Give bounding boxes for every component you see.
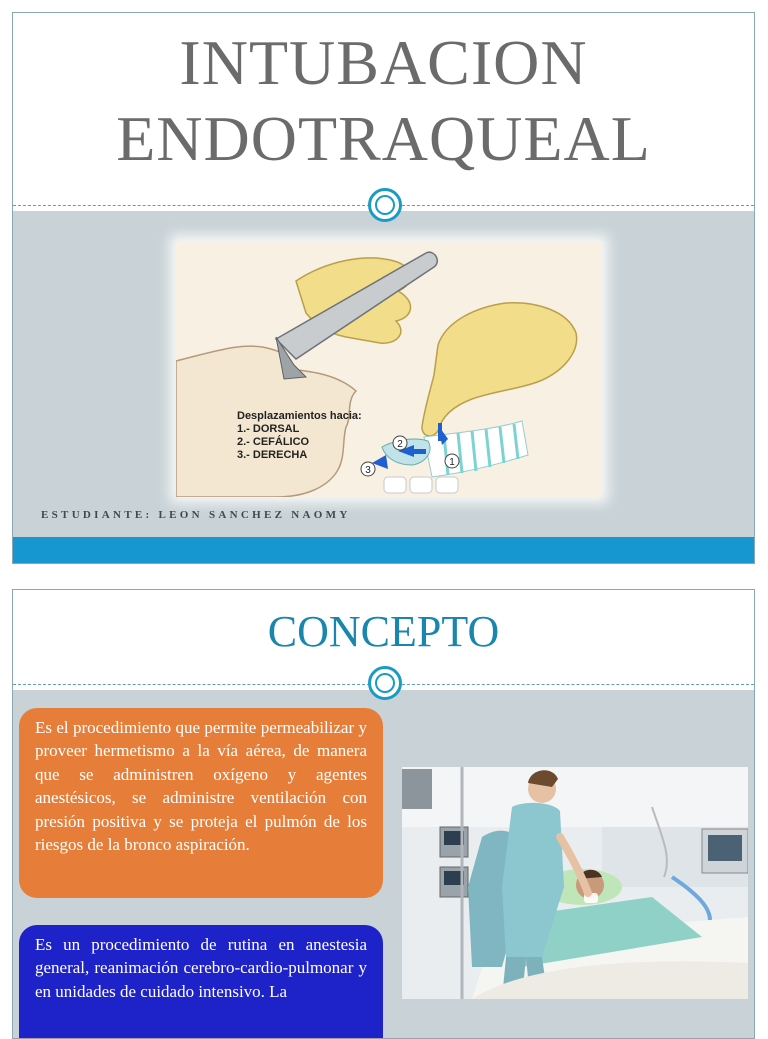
title-line-2: ENDOTRAQUEAL [116,103,651,174]
intubation-drawing [176,241,602,497]
section-title: CONCEPTO [267,607,500,656]
circle-ornament-icon [368,188,402,222]
icu-photo-drawing [402,767,748,999]
illustration-heading: Desplazamientos hacia: [237,410,362,422]
title-area [13,13,754,205]
slide-title [12,12,755,564]
concept-paragraph-2: Es un procedimiento de rutina en anestesia general, reanimación cerebro-cardio-pulmonar y en unidades de cuidado intensivo. La [19,925,383,1039]
marker-3: 3 [365,465,371,476]
page-title [13,25,754,177]
title-line-1: INTUBACION [179,27,588,98]
icu-photo [402,767,748,999]
slide-concept [12,589,755,1039]
illustration-item-2: 2.- CEFÁLICO [237,436,310,448]
intubation-illustration [176,241,602,497]
concept-paragraph-1: Es el procedimiento que permite permeabilizar y proveer hermetismo a la vía aérea, de manera que se administren oxígeno y agentes anestésicos, se administre ventilación con presión positiva y se proteja el pulmón de los riesgos de la bronco aspiración. [19,708,383,898]
circle-ornament-icon [368,666,402,700]
accent-bar [13,537,754,564]
marker-1: 1 [449,457,455,468]
illustration-item-1: 1.- DORSAL [237,423,300,435]
marker-2: 2 [397,439,403,450]
illustration-item-3: 3.- DERECHA [237,449,308,461]
student-name: ESTUDIANTE: LEON SANCHEZ NAOMY [41,509,351,521]
